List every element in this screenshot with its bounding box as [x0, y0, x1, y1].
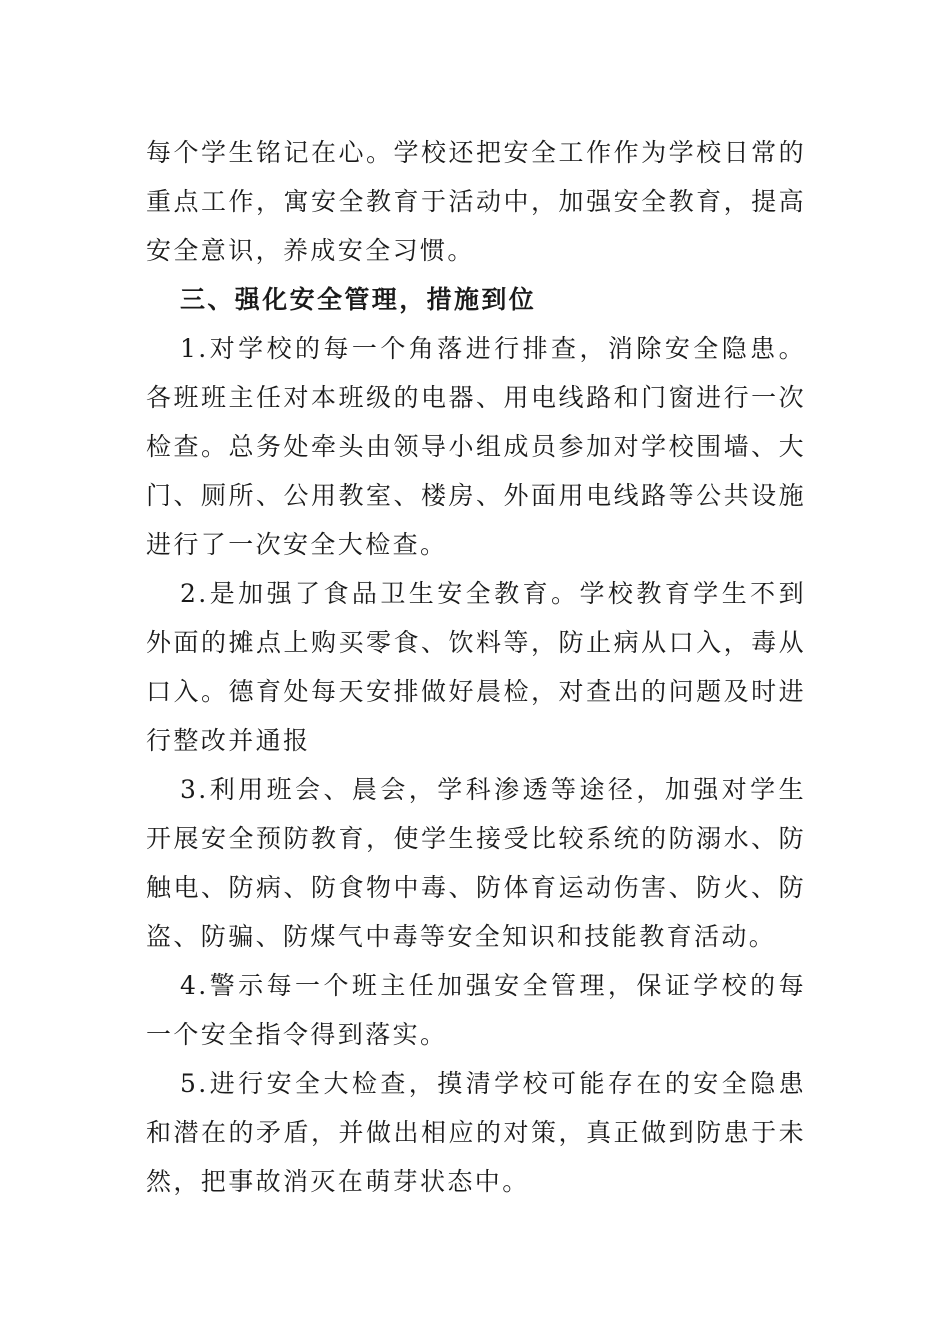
list-item-1: 1.对学校的每一个角落进行排查，消除安全隐患。各班班主任对本班级的电器、用电线路和门窗进行一次检查。总务处牵头由领导小组成员参加对学校围墙、大门、厕所、公用教室、楼房、外面用电线路等公共设施进行了一次安全大检查。 [146, 334, 806, 559]
document-body [146, 128, 806, 1206]
list-item-3: 3.利用班会、晨会，学科渗透等途径，加强对学生开展安全预防教育，使学生接受比较系统的防溺水、防触电、防病、防食物中毒、防体育运动伤害、防火、防盗、防骗、防煤气中毒等安全知识和技能教育活动。 [146, 775, 806, 951]
list-item-4: 4.警示每一个班主任加强安全管理，保证学校的每一个安全指令得到落实。 [146, 971, 806, 1049]
paragraph-continuation: 每个学生铭记在心。学校还把安全工作作为学校日常的重点工作，寓安全教育于活动中，加强安全教育，提高安全意识，养成安全习惯。 [146, 138, 806, 265]
list-item-2: 2.是加强了食品卫生安全教育。学校教育学生不到外面的摊点上购买零食、饮料等，防止病从口入，毒从口入。德育处每天安排做好晨检，对查出的问题及时进行整改并通报 [146, 579, 806, 755]
section-heading: 三、强化安全管理，措施到位 [180, 285, 537, 314]
list-item-5: 5.进行安全大检查，摸清学校可能存在的安全隐患和潜在的矛盾，并做出相应的对策，真正做到防患于未然，把事故消灭在萌芽状态中。 [146, 1069, 806, 1196]
